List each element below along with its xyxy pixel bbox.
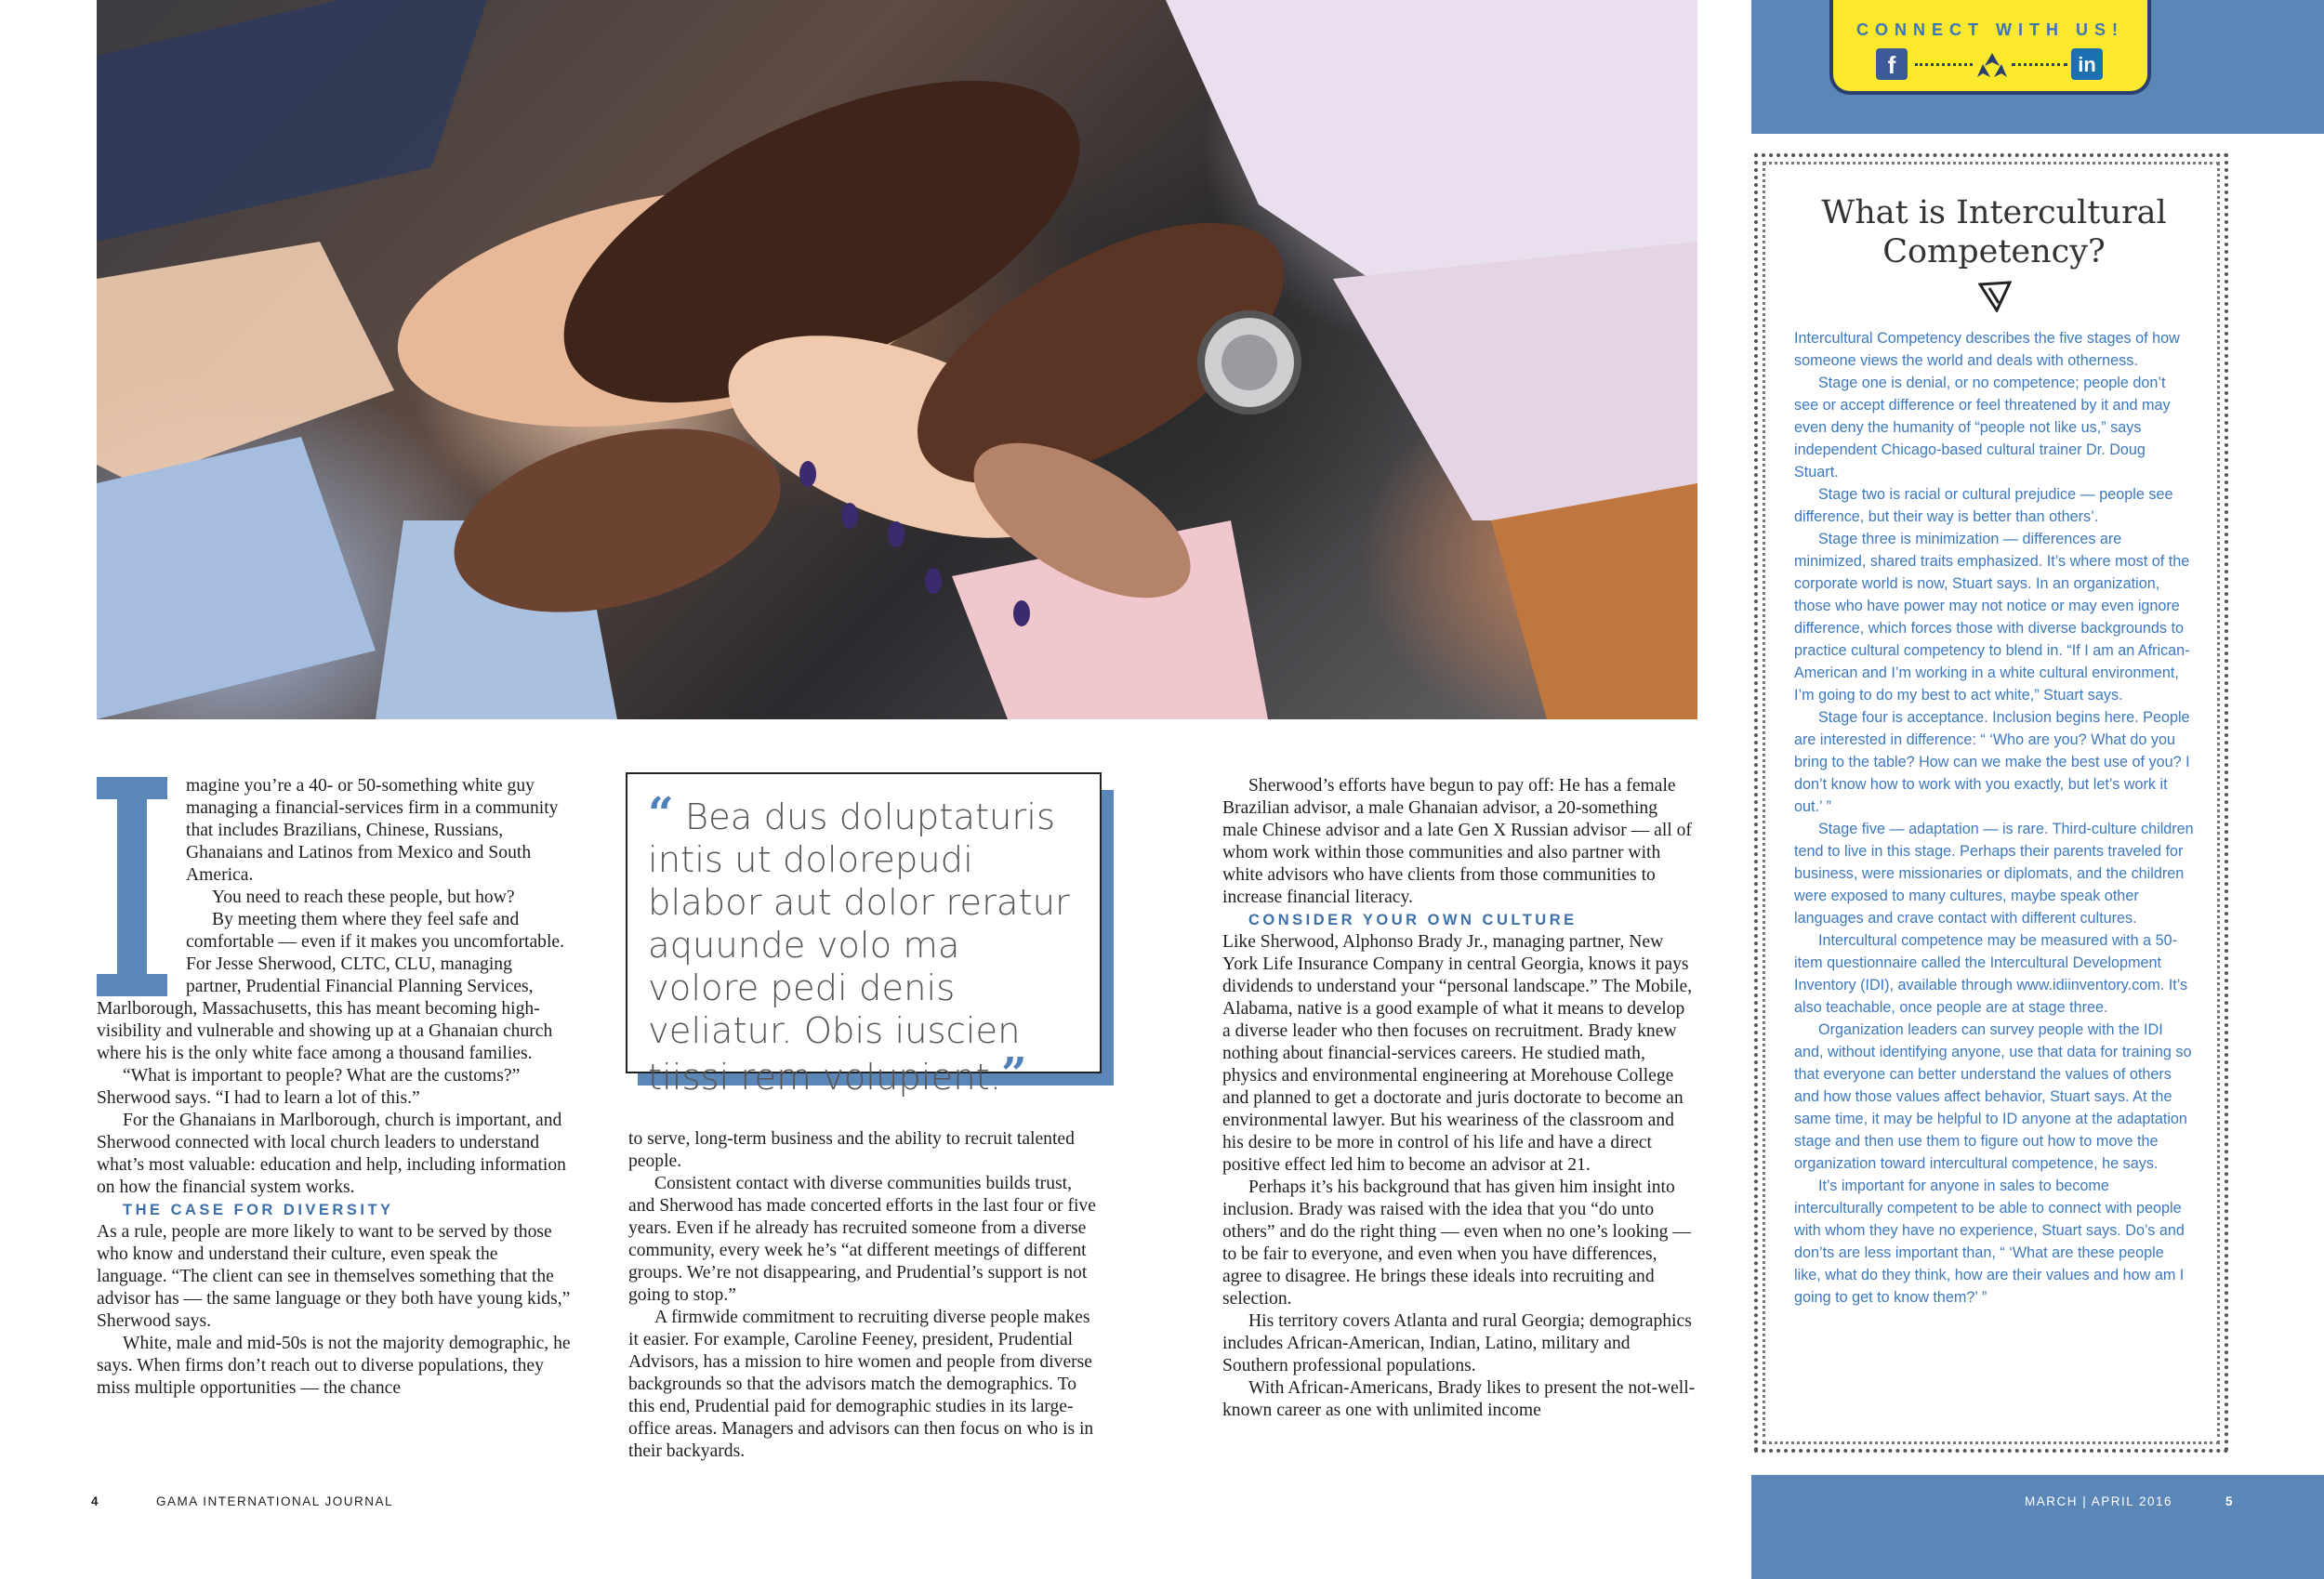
- pullquote-body: [648, 788, 1081, 1100]
- article-column-1: [97, 775, 571, 1400]
- body-paragraph: You need to reach these people, but how?: [212, 888, 515, 907]
- article-column-3: [1222, 775, 1697, 1422]
- body-paragraph: “What is important to people? What are the customs?” Sherwood says. “I had to learn a lot of this.”: [97, 1066, 521, 1108]
- drop-cap: [97, 777, 167, 996]
- body-paragraph: As a rule, people are more likely to want to be served by those who know and understand their culture, even speak the language. “The client can see in themselves something that the advisor has — the same language or they both have young kids,” Sherwood says.: [97, 1222, 571, 1331]
- body-paragraph: White, male and mid-50s is not the majority demographic, he says. When firms don’t reach out to diverse populations, they miss multiple opportunities — the chance: [97, 1334, 571, 1398]
- sidebar-paragraph: Stage four is acceptance. Inclusion begins here. People are interested in difference: “ ‘Who are you? What do you bring to the table? How can we make the best use of you? I don’t know how to work with you exactly, but let’s work it out.’ ”: [1794, 709, 2190, 815]
- sidebar-paragraph: Intercultural Competency describes the five stages of how someone views the world and deals with otherness.: [1794, 330, 2180, 369]
- pullquote-text: Bea dus doluptaturis intis ut dolorepudi blabor aut dolor reratur aquunde volo ma volore pedi denis veliatur. Obis iuscien tiissi rem volupient.: [648, 796, 1070, 1099]
- sidebar-paragraph: Stage one is denial, or no competence; people don’t see or accept difference or feel threatened by it and may even deny the humanity of “people not like us,” says independent Chicago-based cultural trainer Dr. Doug Stuart.: [1794, 375, 2171, 480]
- facebook-glyph: f: [1887, 51, 1896, 79]
- subhead-case-for-diversity: THE CASE FOR DIVERSITY: [123, 1202, 394, 1218]
- open-quote-mark: “: [648, 788, 674, 840]
- body-paragraph: With African-Americans, Brady likes to present the not-well-known career as one with unlimited income: [1222, 1378, 1696, 1420]
- sidebar-paragraph: It’s important for anyone in sales to become interculturally competent to be able to connect with people with whom they have no experience, Stuart says. Do’s and don’ts are less important than, “ ‘What are these people like, what do they think, how are their values and how am I going to get to know them?’ ”: [1794, 1178, 2185, 1306]
- subhead-consider-your-own-culture: CONSIDER YOUR OWN CULTURE: [1248, 912, 1578, 928]
- sidebar-paragraph: Stage five — adaptation — is rare. Third-culture children tend to live in this stage. Perhaps their parents traveled for business, were missionaries or diplomats, and the children were exposed to many cultures, maybe speak other languages and crave contact with different cultures.: [1794, 821, 2194, 927]
- pullquote: [626, 772, 1102, 1100]
- sidebar-title: What is Intercultural Competency?: [1821, 194, 2167, 270]
- page-number-right: 5: [2225, 1494, 2235, 1508]
- linkedin-glyph: in: [2078, 53, 2096, 76]
- issue-date: MARCH | APRIL 2016: [2025, 1494, 2173, 1508]
- close-quote-mark: ”: [1000, 1048, 1027, 1100]
- sidebar-paragraph: Organization leaders can survey people with the IDI and, without identifying anyone, use that data for training so that everyone can better understand the values of others and how those values affect behavior, Stuart says. At the same time, it may be helpful to ID anyone at the adaptation stage and then use them to figure out how to move the organization toward intercultural competence, he says.: [1794, 1021, 2192, 1172]
- body-paragraph: magine you’re a 40- or 50-something white guy managing a financial-services firm in a community that includes Brazilians, Chinese, Russians, Ghanaians and Latinos from Mexico and South America.: [186, 776, 559, 885]
- body-paragraph: to serve, long-term business and the ability to recruit talented people.: [628, 1129, 1075, 1171]
- sidebar-paragraph: Stage three is minimization — differences are minimized, shared traits emphasized. It’s where most of the corporate world is now, Stuart says. In an organization, those who have power may not notice or may even ignore difference, which forces those with diverse backgrounds to practice cultural competency to blend in. “If I am an African-American and I’m working in a white cultural environment, I’m going to do my best to act white,” Stuart says.: [1794, 531, 2190, 704]
- body-paragraph: A firmwide commitment to recruiting diverse people makes it easier. For example, Caroline Feeney, president, Prudential Advisors, has a mission to hire women and people from diverse backgrounds so that the advisors match the demographics. To this end, Prudential paid for demographic studies in its large-office areas. Managers and advisors can then focus on who is in their backyards.: [628, 1308, 1094, 1461]
- article-column-2: [628, 1128, 1103, 1463]
- footer-accent-band: [1751, 1475, 2324, 1579]
- gama-logo-icon: [1977, 51, 2007, 79]
- sidebar-paragraph: Intercultural competence may be measured with a 50-item questionnaire called the Intercultural Development Inventory (IDI), available through www.idiinventory.com. It’s also teachable, once people are at stage three.: [1794, 932, 2188, 1016]
- arrow-down-icon: [1978, 279, 2012, 312]
- body-paragraph: By meeting them where they feel safe and comfortable — even if it makes you uncomfortable. For Jesse Sherwood, CLTC, CLU, managing partner, Prudential Financial Planning Services, Marlborough, Massachusetts, this has meant becoming high-visibility and vulnerable and showing up at a Ghanaian church where his is the only white face among a thousand families.: [97, 910, 564, 1063]
- linkedin-icon[interactable]: [2071, 48, 2103, 80]
- body-paragraph: His territory covers Atlanta and rural Georgia; demographics includes African-American, Indian, Latino, military and Southern professional populations.: [1222, 1311, 1692, 1375]
- connect-title: CONNECT WITH US!: [1856, 20, 2124, 39]
- sidebar-paragraph: Stage two is racial or cultural prejudice — people see difference, but their way is better than others’.: [1794, 486, 2173, 525]
- body-paragraph: Consistent contact with diverse communities builds trust, and Sherwood has made concerted efforts in the last four or five years. Even if he already has recruited someone from a diverse community, every week he’s “at different meetings of different groups. We’re not disappearing, and Prudential’s support is not going to stop.”: [628, 1174, 1096, 1305]
- body-paragraph: Perhaps it’s his background that has given him insight into inclusion. Brady was raised with the idea that you “do unto others” and do the right thing — even when no one’s looking — to be fair to everyone, and even when you have differences, agree to disagree. He brings these ideals into recruiting and selection.: [1222, 1178, 1691, 1309]
- body-paragraph: For the Ghanaians in Marlborough, church is important, and Sherwood connected with local church leaders to understand what’s most valuable: education and help, including information on how the financial system works.: [97, 1111, 566, 1197]
- sidebar-body: [1794, 327, 2194, 1309]
- body-paragraph: Like Sherwood, Alphonso Brady Jr., managing partner, New York Life Insurance Company in central Georgia, knows it pays dividends to understand your “personal landscape.” The Mobile, Alabama, native is a good example of what it means to develop a diverse leader who then focuses on recruitment. Brady knew nothing about financial-services careers. He studied math, physics and environmental engineering at Morehouse College and planned to get a doctorate and juris doctorate to become an environmental lawyer. But his weariness of the classroom and his desire to be more in control of his life and have a direct positive effect led him to become an advisor at 21.: [1222, 932, 1693, 1175]
- journal-title: GAMA INTERNATIONAL JOURNAL: [156, 1494, 394, 1508]
- divider-dots: [1915, 63, 1973, 66]
- page-number-left: 4: [91, 1494, 100, 1508]
- connect-with-us-box: [1829, 0, 2151, 95]
- facebook-icon[interactable]: [1876, 48, 1908, 80]
- divider-dots: [2012, 63, 2067, 66]
- hands-photo: [97, 0, 1697, 719]
- body-paragraph: Sherwood’s efforts have begun to pay off: He has a female Brazilian advisor, a male Ghanaian advisor, a 20-something male Chinese advisor and a late Gen X Russian advisor — all of whom work within those communities and also partner with white advisors who have clients from those communities to increase financial literacy.: [1222, 776, 1692, 907]
